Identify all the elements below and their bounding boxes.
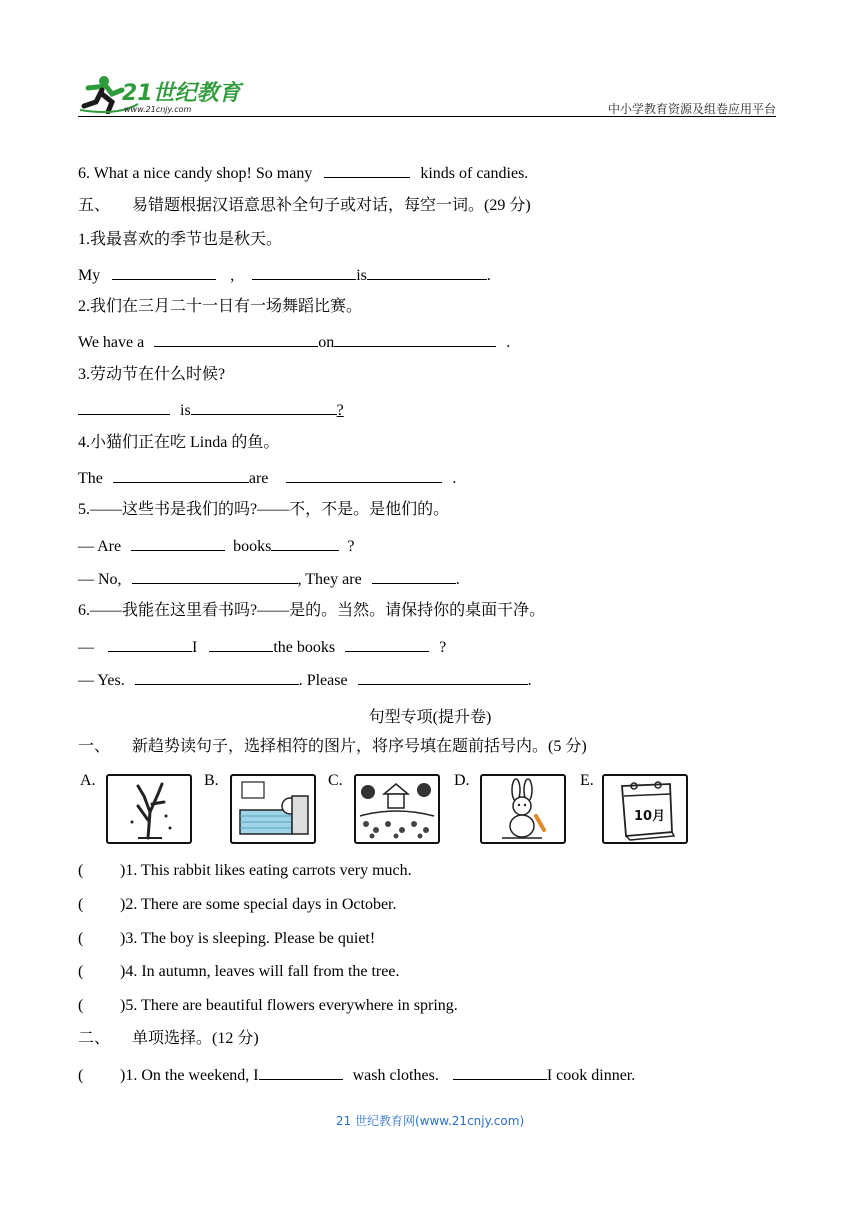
blank[interactable] (271, 535, 339, 551)
q6-answer-2 (78, 669, 532, 691)
text: , They are (297, 571, 362, 588)
blank[interactable] (209, 636, 273, 652)
logo-url: www.21cnjy.com (124, 105, 192, 114)
blank[interactable] (334, 331, 496, 347)
text: . (486, 267, 491, 284)
picture-letter: D. (454, 772, 470, 789)
q1-answer (78, 264, 491, 286)
picture-row (80, 770, 700, 844)
text: )1. This rabbit likes eating carrots very much. (120, 862, 412, 879)
text: )5. There are beautiful flowers everywhere in spring. (120, 997, 458, 1014)
text: — (78, 639, 94, 656)
section-text: 新趋势读句子，选择相符的图片，将序号填在题前括号内。(5 分) (132, 738, 587, 755)
section-5-title (78, 196, 531, 216)
q3-answer (78, 399, 344, 421)
section-text: 易错题根据汉语意思补全句子或对话，每空一词。(29 分) (132, 197, 531, 214)
picture-letter: C. (328, 772, 343, 789)
text: . (452, 470, 457, 487)
text: the books (273, 639, 336, 656)
text: We have a (78, 334, 145, 351)
blank[interactable] (108, 636, 192, 652)
section-title: 句型专项(提升卷) (368, 709, 492, 726)
text: )4. In autumn, leaves will fall from the tree. (120, 963, 400, 980)
picture-letter: B. (204, 772, 219, 789)
blank[interactable] (191, 399, 337, 415)
text: ? (347, 538, 355, 555)
blank[interactable] (358, 669, 528, 685)
blank[interactable] (154, 331, 318, 347)
blank[interactable] (372, 568, 456, 584)
q4-answer (78, 467, 456, 489)
match-item-1 (78, 861, 412, 881)
calendar-label: 10月 (634, 809, 666, 824)
text: , (230, 267, 235, 284)
blank[interactable] (132, 568, 298, 584)
blank[interactable] (112, 264, 216, 280)
text: — No, (78, 571, 122, 588)
blank[interactable] (453, 1064, 547, 1080)
tree-icon (106, 774, 192, 844)
answer-paren[interactable]: ( (78, 1067, 84, 1084)
blank[interactable] (252, 264, 356, 280)
q6-chinese: 6.——我能在这里看书吗?——是的。当然。请保持你的桌面干净。 (78, 602, 546, 619)
blank[interactable] (259, 1064, 343, 1080)
platform-label: 中小学教育资源及组卷应用平台 (607, 102, 776, 116)
match-item-4 (78, 962, 399, 982)
text: The (78, 470, 103, 487)
choice-item-1 (78, 1064, 635, 1086)
text: My (78, 267, 101, 284)
calendar-icon (602, 774, 688, 844)
blank[interactable] (131, 535, 225, 551)
part-1-title (78, 737, 587, 757)
part-2-title (78, 1029, 259, 1049)
text: ? (439, 639, 447, 656)
text: are (248, 470, 269, 487)
rabbit-icon (480, 774, 566, 844)
q2-chinese: 2.我们在三月二十一日有一场舞蹈比赛。 (78, 298, 363, 315)
sleeping-boy-icon (230, 774, 316, 844)
section-number: 二、 (78, 1030, 111, 1047)
text: ? (336, 402, 344, 419)
section-number: 五、 (78, 197, 111, 214)
answer-paren[interactable]: ( (78, 930, 84, 947)
blank[interactable] (286, 467, 442, 483)
text: I (192, 639, 198, 656)
blank[interactable] (324, 162, 410, 178)
spring-flowers-icon (354, 774, 440, 844)
runner-logo-icon (78, 72, 248, 114)
text: . (455, 571, 460, 588)
picture-letter: E. (580, 772, 594, 789)
text: wash clothes. (352, 1067, 439, 1084)
q5-chinese: 5.——这些书是我们的吗?——不，不是。是他们的。 (78, 501, 450, 518)
logo-text: 21世纪教育 (122, 81, 241, 106)
text: kinds of candies. (420, 165, 529, 182)
section-text: 单项选择。(12 分) (132, 1030, 259, 1047)
text: is (356, 267, 367, 284)
match-item-2 (78, 895, 397, 915)
text: . Please (298, 672, 348, 689)
q2-answer (78, 331, 510, 353)
answer-paren[interactable]: ( (78, 997, 84, 1014)
text: — Yes. (78, 672, 125, 689)
answer-paren[interactable]: ( (78, 896, 84, 913)
page-footer: 21 世纪教育网(www.21cnjy.com) (335, 1114, 525, 1128)
blank[interactable] (78, 399, 170, 415)
q5-answer-2 (78, 568, 460, 590)
page-header (78, 68, 776, 118)
answer-paren[interactable]: ( (78, 862, 84, 879)
text: . (506, 334, 511, 351)
answer-paren[interactable]: ( (78, 963, 84, 980)
q6-answer-1 (78, 636, 446, 658)
text: )3. The boy is sleeping. Please be quiet! (120, 930, 376, 947)
header-rule (78, 116, 776, 117)
blank[interactable] (135, 669, 299, 685)
picture-letter: A. (80, 772, 96, 789)
text: — Are (78, 538, 122, 555)
q3-chinese: 3.劳动节在什么时候? (78, 366, 226, 383)
match-item-3 (78, 929, 375, 949)
text: books (233, 538, 272, 555)
text: )1. On the weekend, I (120, 1067, 259, 1084)
site-logo (78, 72, 248, 114)
text: 6. What a nice candy shop! So many (78, 165, 313, 182)
blank[interactable] (367, 264, 487, 280)
q5-answer-1 (78, 535, 354, 557)
match-item-5 (78, 996, 458, 1016)
blank[interactable] (345, 636, 429, 652)
q4-chinese: 4.小猫们正在吃 Linda 的鱼。 (78, 434, 280, 451)
q-line-6 (78, 162, 528, 184)
text: . (527, 672, 532, 689)
text: on (318, 334, 335, 351)
text: is (180, 402, 191, 419)
blank[interactable] (113, 467, 249, 483)
section-number: 一、 (78, 738, 111, 755)
text: I cook dinner. (546, 1067, 636, 1084)
q1-chinese: 1.我最喜欢的季节也是秋天。 (78, 231, 283, 248)
text: )2. There are some special days in October. (120, 896, 397, 913)
